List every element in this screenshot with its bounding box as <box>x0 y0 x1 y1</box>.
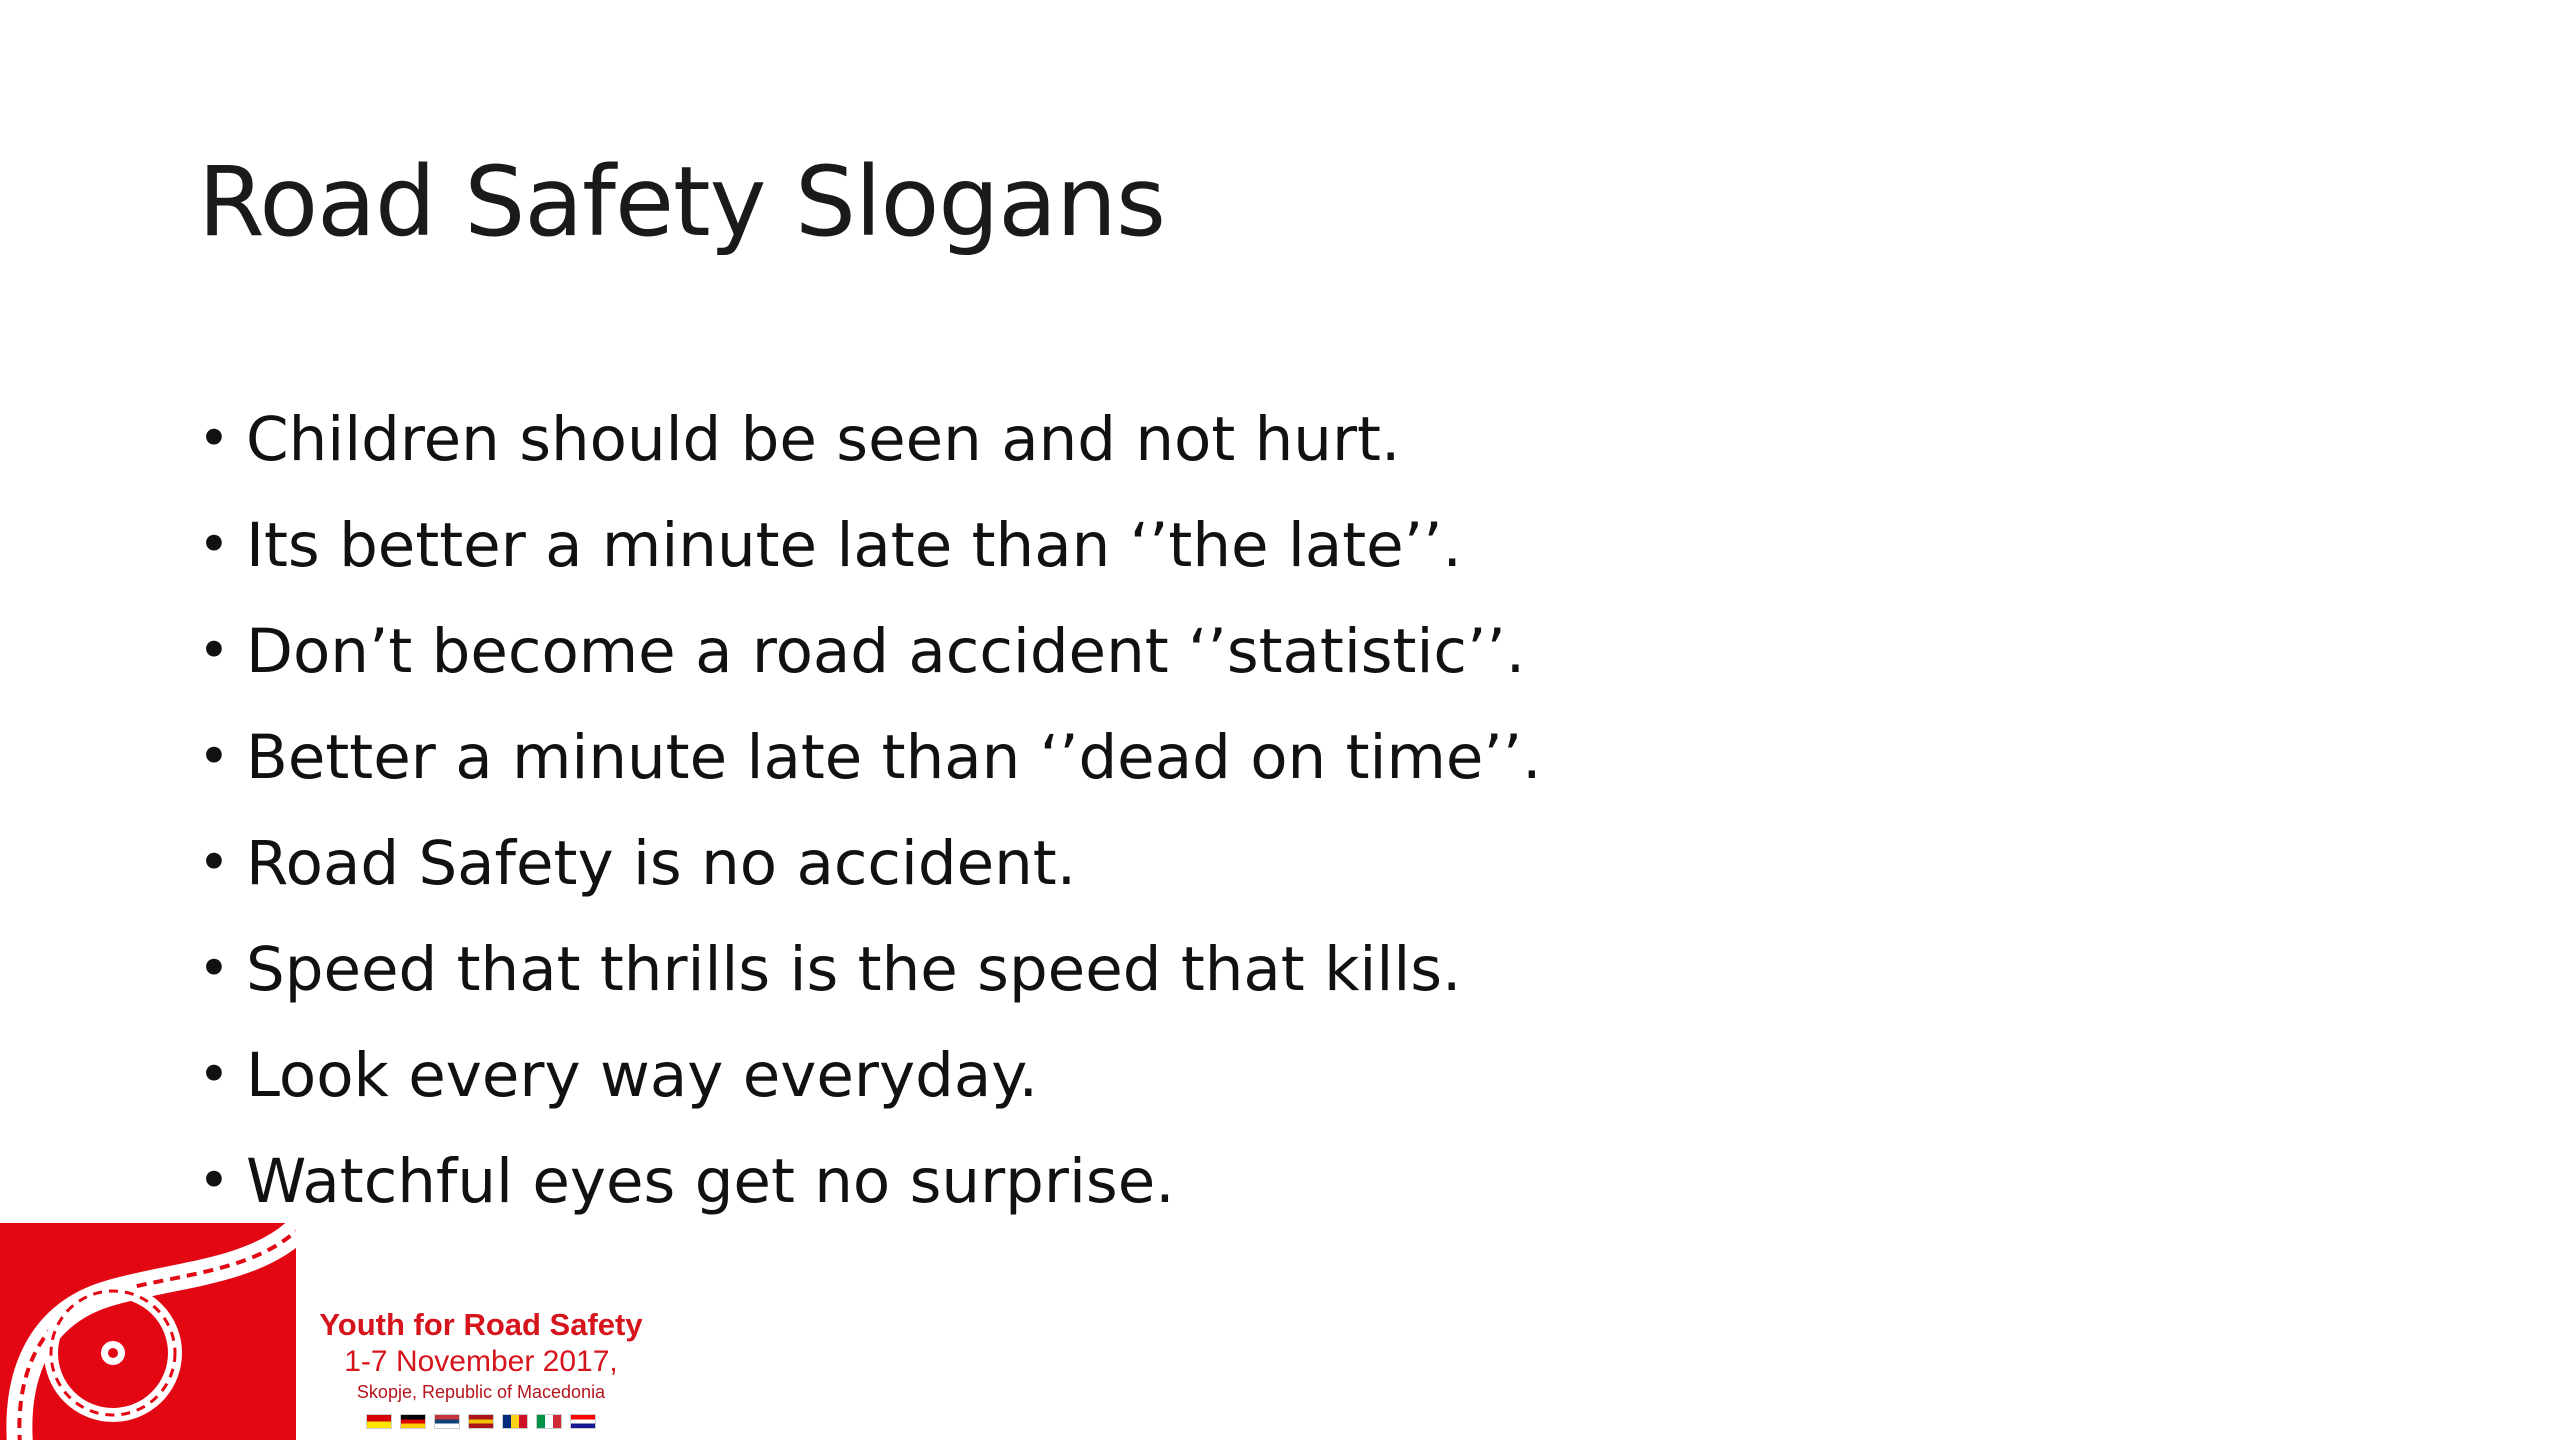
bullet-icon: • <box>198 1043 230 1106</box>
list-item <box>198 916 1542 1022</box>
bullet-icon: • <box>198 619 230 682</box>
bullet-icon: • <box>198 937 230 1000</box>
slogan-text: Road Safety is no accident. <box>246 827 1077 899</box>
bullet-icon: • <box>198 407 230 470</box>
slogan-text: Watchful eyes get no surprise. <box>246 1145 1175 1217</box>
romania-flag-icon <box>502 1414 528 1429</box>
croatia-flag-icon <box>570 1414 596 1429</box>
event-dates: 1-7 November 2017, <box>344 1345 618 1379</box>
list-item <box>198 1022 1542 1128</box>
list-item <box>198 810 1542 916</box>
event-info <box>316 1306 646 1429</box>
germany-flag-icon <box>400 1414 426 1429</box>
event-name: Youth for Road Safety <box>319 1307 643 1342</box>
list-item <box>198 704 1542 810</box>
list-item <box>198 386 1542 492</box>
slogan-text: Don’t become a road accident ‘’statistic’’. <box>246 615 1526 687</box>
event-place: Skopje, Republic of Macedonia <box>356 1381 606 1402</box>
slogan-text: Children should be seen and not hurt. <box>246 403 1401 475</box>
list-item <box>198 598 1542 704</box>
slogan-text: Its better a minute late than ‘’the late’’. <box>246 509 1462 581</box>
list-item <box>198 492 1542 598</box>
slide-title: Road Safety Slogans <box>198 146 1165 258</box>
bullet-icon: • <box>198 725 230 788</box>
macedonia-flag-icon <box>366 1414 392 1429</box>
bullet-icon: • <box>198 831 230 894</box>
italy-flag-icon <box>536 1414 562 1429</box>
flag-row <box>316 1414 646 1429</box>
spain-flag-icon <box>468 1414 494 1429</box>
bullet-icon: • <box>198 1149 230 1212</box>
road-safety-logo-icon <box>0 1223 296 1440</box>
serbia-flag-icon <box>434 1414 460 1429</box>
slogan-list <box>198 386 1542 1234</box>
list-item <box>198 1128 1542 1234</box>
bullet-icon: • <box>198 513 230 576</box>
slogan-text: Better a minute late than ‘’dead on time’’. <box>246 721 1542 793</box>
slogan-text: Look every way everyday. <box>246 1039 1038 1111</box>
slogan-text: Speed that thrills is the speed that kills. <box>246 933 1462 1005</box>
